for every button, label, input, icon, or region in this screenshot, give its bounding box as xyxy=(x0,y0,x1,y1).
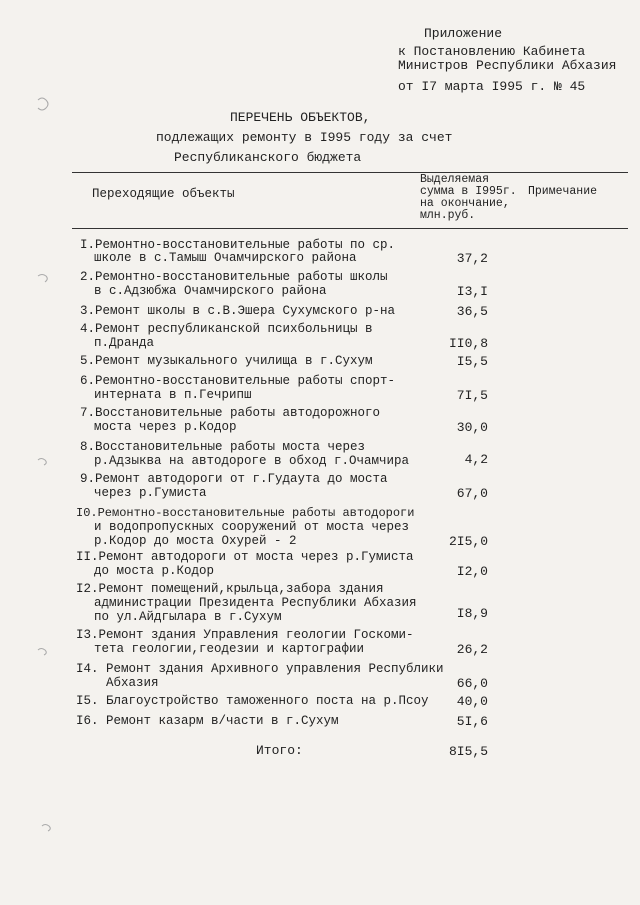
row-3-amount: 36,5 xyxy=(456,304,488,319)
header-line-4: от I7 марта I995 г. № 45 xyxy=(398,79,586,94)
row-6-line-1: 6.Ремонтно-восстановительные работы спорт- xyxy=(80,374,396,388)
row-10-line-2: и водопропускных сооружений от моста через xyxy=(94,520,410,534)
row-4-line-1: 4.Ремонт республиканской психбольницы в xyxy=(80,322,373,336)
row-6-line-2: интерната в п.Гечрипш xyxy=(94,388,252,402)
row-2-amount: I3,I xyxy=(456,284,488,299)
row-1-amount: 37,2 xyxy=(456,251,488,266)
row-14-line-2: Абхазия xyxy=(106,676,159,690)
table-top-rule xyxy=(72,172,628,173)
title-line-3: Республиканского бюджета xyxy=(174,150,362,165)
row-2-line-2: в с.Адзюбжа Очамчирского района xyxy=(94,284,327,298)
total-amount: 8I5,5 xyxy=(448,744,488,759)
header-line-1: Приложение xyxy=(424,26,503,41)
row-13-line-2: тета геологии,геодезии и картографии xyxy=(94,642,365,656)
row-2-line-1: 2.Ремонтно-восстановительные работы школы xyxy=(80,270,388,284)
row-7-line-2: моста через р.Кодор xyxy=(94,420,237,434)
row-5-line-1: 5.Ремонт музыкального училища в г.Сухум xyxy=(80,354,373,368)
total-label: Итого: xyxy=(256,743,303,758)
header-line-2: к Постановлению Кабинета xyxy=(398,44,586,59)
row-11-line-2: до моста р.Кодор xyxy=(94,564,215,578)
row-14-amount: 66,0 xyxy=(456,676,488,691)
title-line-1: ПЕРЕЧЕНЬ ОБЪЕКТОВ, xyxy=(230,110,371,125)
title-line-2: подлежащих ремонту в I995 году за счет xyxy=(156,130,453,145)
row-12-amount: I8,9 xyxy=(456,606,488,621)
row-15-amount: 40,0 xyxy=(456,694,488,709)
column-header-note: Примечание xyxy=(528,185,598,198)
table-header-rule xyxy=(72,228,628,229)
row-3-line-1: 3.Ремонт школы в с.В.Эшера Сухумского р-на xyxy=(80,304,396,318)
row-4-line-2: п.Драндa xyxy=(94,336,155,350)
row-7-amount: 30,0 xyxy=(456,420,488,435)
row-10-amount: 2I5,0 xyxy=(448,534,488,549)
column-header-amount: Выделяемая сумма в I995г. на окончание, млн.руб. xyxy=(420,173,517,222)
row-9-line-1: 9.Ремонт автодороги от г.Гудаута до моста xyxy=(80,472,388,486)
row-16-line-1: I6. Ремонт казарм в/части в г.Сухум xyxy=(76,714,339,728)
row-14-line-1: I4. Ремонт здания Архивного управления Республики xyxy=(76,662,444,676)
row-10-line-1: I0.Ремонтно-восстановительные работы автодороги xyxy=(76,506,415,520)
row-10-line-3: р.Кодор до моста Охурей - 2 xyxy=(94,534,297,548)
row-7-line-1: 7.Восстановительные работы автодорожного xyxy=(80,406,381,420)
row-6-amount: 7I,5 xyxy=(456,388,488,403)
row-12-line-3: по ул.Айдгылара в г.Сухум xyxy=(94,610,282,624)
row-16-amount: 5I,6 xyxy=(456,714,488,729)
column-header-objects: Переходящие объекты xyxy=(92,187,235,201)
row-9-amount: 67,0 xyxy=(456,486,488,501)
row-12-line-1: I2.Ремонт помещений,крыльца,забора здания xyxy=(76,582,384,596)
row-9-line-2: через р.Гумиста xyxy=(94,486,207,500)
row-8-line-1: 8.Восстановительные работы моста через xyxy=(80,440,366,454)
row-1-line-2: школе в с.Тамыш Очамчирского района xyxy=(94,251,357,265)
row-8-line-2: р.Адзыква на автодороге в обход г.Очамчира xyxy=(94,454,410,468)
row-11-amount: I2,0 xyxy=(456,564,488,579)
row-5-amount: I5,5 xyxy=(456,354,488,369)
row-13-line-1: I3.Ремонт здания Управления геологии Госкоми- xyxy=(76,628,414,642)
row-1-line-1: I.Ремонтно-восстановительные работы по ср. xyxy=(80,238,396,252)
header-line-3: Министров Республики Абхазия xyxy=(398,58,617,73)
row-13-amount: 26,2 xyxy=(456,642,488,657)
row-15-line-1: I5. Благоустройство таможенного поста на р.Псоу xyxy=(76,694,429,708)
row-4-amount: II0,8 xyxy=(448,336,488,351)
row-8-amount: 4,2 xyxy=(464,452,488,467)
row-11-line-1: II.Ремонт автодороги от моста через р.Гумиста xyxy=(76,550,414,564)
row-12-line-2: администрации Президента Республики Абхазия xyxy=(94,596,417,610)
